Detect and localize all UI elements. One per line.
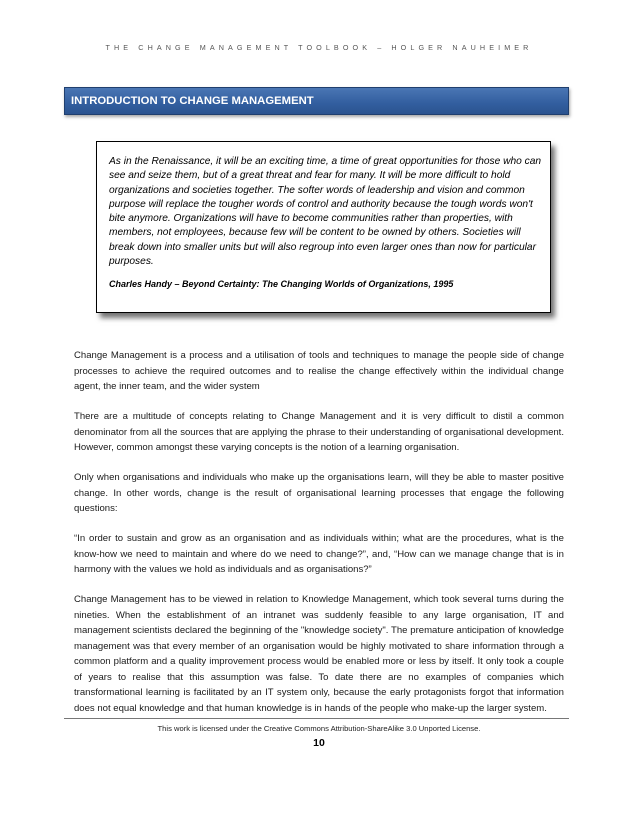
- page-number: 10: [313, 737, 325, 749]
- footer-divider: [64, 718, 569, 719]
- paragraph: Change Management is a process and a utilisation of tools and techniques to manage the people side of change processes to achieve the required outcomes and to realise the change effectively within the individual change agent, the inner team, and the wider system: [74, 350, 564, 392]
- section-heading-banner: [64, 87, 569, 115]
- body-text: [74, 348, 564, 731]
- quote-text: As in the Renaissance, it will be an exciting time, a time of great opportunities for those who can see and seize them, but of a great threat and fear for many. It will be more difficult to hold organizations and societies together. The softer words of leadership and vision and common purpose will replace the tougher words of control and authority because the tough words won't bite anymore. Organizations will have to become communities rather than properties, with members, not employees, because few will be content to be owned by others. Societies will break down into smaller units but will also regroup into even larger ones than now for particular purposes.: [109, 156, 542, 268]
- section-title: INTRODUCTION TO CHANGE MANAGEMENT: [71, 95, 314, 107]
- paragraph-quoted-questions: “In order to sustain and grow as an organisation and as individuals within; what are the procedures, what is the know-how we need to maintain and where do we need to change?”, and, “How can we manage change that is in harmony with the values we hold as individuals and as organisations?”: [74, 533, 564, 575]
- running-header: THE CHANGE MANAGEMENT TOOLBOOK – HOLGER NAUHEIMER: [105, 43, 533, 52]
- paragraph: Change Management has to be viewed in relation to Knowledge Management, which took several turns during the nineties. When the establishment of an intranet was suddenly feasible to any large organisation, IT and management scientists declared the beginning of the "knowledge society". The premature anticipation of knowledge management was that every member of an organisation would be highly motivated to share information through a common platform and a quality improvement process would be enabled more or less by itself. It only took a couple of years to realise that this assumption was false. To date there are no examples of companies which transformational learning is facilitated by an IT system only, because the early protagonists forgot that information does not equal knowledge and that human knowledge is in hands of the people who make-up the larger system.: [74, 594, 564, 714]
- quote-source: Charles Handy – Beyond Certainty: The Changing Worlds of Organizations, 1995: [109, 279, 454, 290]
- paragraph: Only when organisations and individuals who make up the organisations learn, will they be able to master positive change. In other words, change is the result of organisational learning processes that engage the following questions:: [74, 472, 564, 514]
- license-notice: This work is licensed under the Creative Commons Attribution-ShareAlike 3.0 Unported License.: [157, 724, 481, 733]
- quote-box: [96, 141, 551, 313]
- paragraph: There are a multitude of concepts relating to Change Management and it is very difficult to distil a common denominator from all the sources that are applying the phrase to their understanding of organisational development. However, common amongst these varying concepts is the notion of a learning organisation.: [74, 411, 564, 453]
